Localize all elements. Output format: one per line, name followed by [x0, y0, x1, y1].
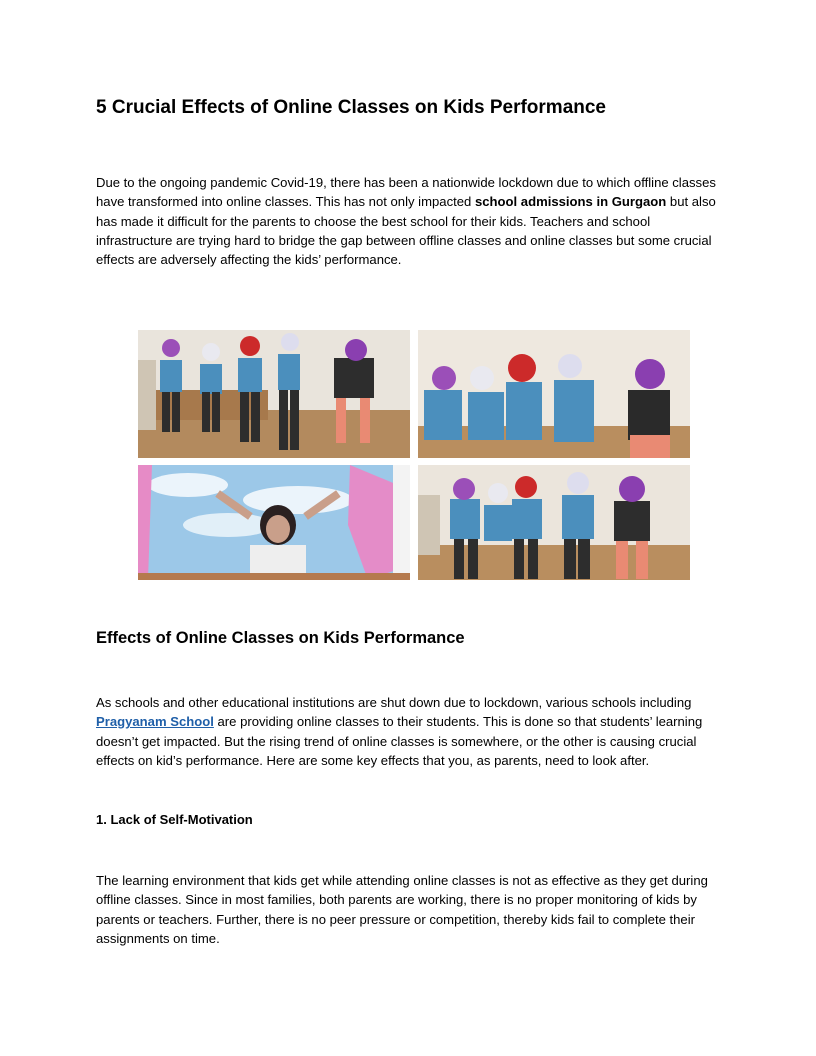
- section-text-2: are providing online classes to their students. This is done so that students’ learning doesn’t get impacted. But the rising trend of online classes is somewhere, or the other is causing crucial effects on kid’s performance. Here are some key effects that you, as parents, need to look after.: [96, 714, 703, 768]
- section-text-1: As schools and other educational institutions are shut down due to lockdown, various schools including: [96, 695, 692, 710]
- photo-kids-masks-1: [138, 330, 410, 458]
- intro-text-1: Due to the ongoing pandemic Covid-19, there has been a nationwide lockdown due to which offline classes have transformed into online classes. This has not only impacted: [96, 175, 716, 210]
- photo-kids-masks-2: [418, 330, 690, 458]
- intro-paragraph: [96, 173, 722, 269]
- photo-collage: [138, 330, 690, 580]
- pragyanam-school-link[interactable]: Pragyanam School: [96, 714, 214, 730]
- point1-paragraph: The learning environment that kids get while attending online classes is not as effective as they get during offline classes. Since in most families, both parents are working, there is no proper monitoring of kids by parents or teachers. Further, there is no peer pressure or competition, thereby kids fail to complete their assignments on time.: [96, 873, 708, 946]
- section-paragraph: [96, 693, 722, 770]
- intro-text-2: but also has made it difficult for the parents to choose the best school for their kids. Teachers and school infrastructure are trying hard to bridge the gap between offline classes and online classes but some crucial effects are adversely affecting the kids’ performance.: [96, 194, 716, 268]
- point1-heading: 1. Lack of Self-Motivation: [96, 812, 253, 827]
- intro-bold-keyword: school admissions in Gurgaon: [474, 194, 667, 210]
- page-title: 5 Crucial Effects of Online Classes on Kids Performance: [96, 97, 606, 118]
- photo-girl-ceiling: [138, 465, 410, 580]
- photo-kids-masks-3: [418, 465, 690, 580]
- section-heading: Effects of Online Classes on Kids Performance: [96, 629, 465, 647]
